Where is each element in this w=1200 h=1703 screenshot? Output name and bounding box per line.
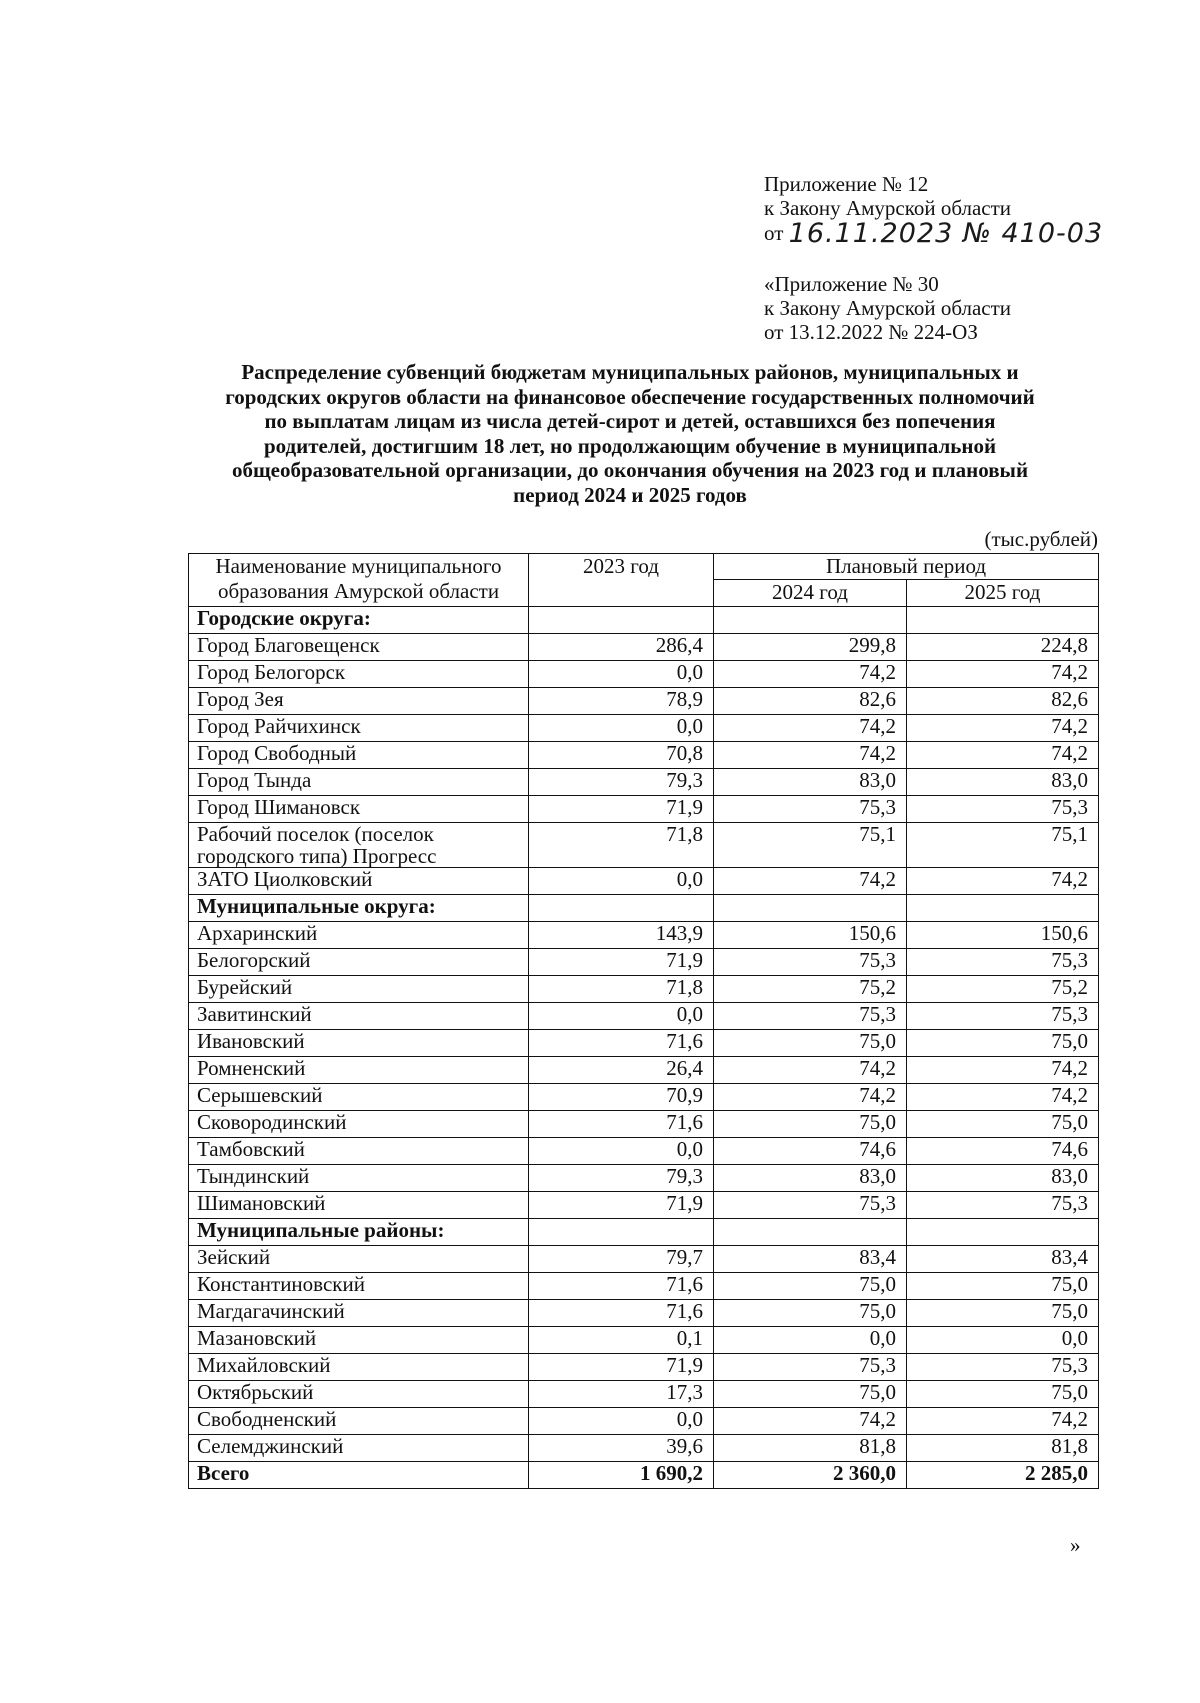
value-2025: 75,0 — [907, 1381, 1099, 1408]
table-row — [189, 1165, 1099, 1192]
header-2025: 2025 год — [907, 580, 1099, 607]
total-label: Всего — [189, 1462, 529, 1489]
value-2025: 74,2 — [907, 742, 1099, 769]
value-2025: 82,6 — [907, 688, 1099, 715]
title-line: общеобразовательной организации, до окончания обучения на 2023 год и плановый — [231, 458, 1029, 482]
value-2024: 74,2 — [714, 742, 907, 769]
total-row — [189, 1462, 1099, 1489]
section-row — [189, 607, 1099, 634]
municipality-name: Шимановский — [189, 1192, 529, 1219]
value-2024: 74,2 — [714, 1057, 907, 1084]
value-2024: 0,0 — [714, 1327, 907, 1354]
closing-quote: » — [1070, 1533, 1081, 1557]
value-2025: 75,3 — [907, 1003, 1099, 1030]
municipality-name: Ивановский — [189, 1030, 529, 1057]
value-2025: 75,1 — [907, 823, 1099, 868]
title-line: по выплатам лицам из числа детей-сирот и детей, оставшихся без попечения — [264, 409, 996, 433]
value-2024: 82,6 — [714, 688, 907, 715]
value-2024: 74,2 — [714, 1408, 907, 1435]
previous-appendix-header — [764, 272, 1011, 344]
table-row — [189, 1273, 1099, 1300]
table-row — [189, 1354, 1099, 1381]
municipality-name: ЗАТО Циолковский — [189, 868, 529, 895]
municipality-name: Серышевский — [189, 1084, 529, 1111]
value-2025: 74,2 — [907, 661, 1099, 688]
empty-cell — [714, 607, 907, 634]
appendix-date — [764, 218, 1104, 249]
value-2023: 71,6 — [529, 1030, 714, 1057]
municipality-name: Селемджинский — [189, 1435, 529, 1462]
value-2024: 74,2 — [714, 1084, 907, 1111]
value-2023: 71,9 — [529, 796, 714, 823]
municipality-name: Завитинский — [189, 1003, 529, 1030]
municipality-name: Сковородинский — [189, 1111, 529, 1138]
value-2023: 39,6 — [529, 1435, 714, 1462]
municipality-name: Тамбовский — [189, 1138, 529, 1165]
value-2023: 17,3 — [529, 1381, 714, 1408]
value-2024: 75,3 — [714, 796, 907, 823]
previous-appendix-number: «Приложение № 30 — [764, 272, 939, 296]
value-2023: 78,9 — [529, 688, 714, 715]
table-row — [189, 868, 1099, 895]
table-row — [189, 634, 1099, 661]
value-2025: 150,6 — [907, 922, 1099, 949]
table-row — [189, 1138, 1099, 1165]
value-2024: 83,0 — [714, 1165, 907, 1192]
municipality-name: Октябрьский — [189, 1381, 529, 1408]
value-2023: 71,9 — [529, 949, 714, 976]
municipality-name: Белогорский — [189, 949, 529, 976]
appendix-law: к Закону Амурской области — [764, 196, 1012, 220]
table-row — [189, 769, 1099, 796]
empty-cell — [907, 607, 1099, 634]
table-row — [189, 922, 1099, 949]
value-2024: 81,8 — [714, 1435, 907, 1462]
previous-appendix-date: от 13.12.2022 № 224-ОЗ — [764, 320, 978, 344]
value-2023: 26,4 — [529, 1057, 714, 1084]
municipality-name: Город Райчихинск — [189, 715, 529, 742]
value-2023: 71,8 — [529, 823, 714, 868]
value-2024: 75,0 — [714, 1273, 907, 1300]
municipality-name: Город Тында — [189, 769, 529, 796]
table-row — [189, 1192, 1099, 1219]
title-line: городских округов области на финансовое обеспечение государственных полномочий — [225, 384, 1035, 409]
empty-cell — [529, 607, 714, 634]
municipality-name: Михайловский — [189, 1354, 529, 1381]
value-2024: 150,6 — [714, 922, 907, 949]
table-row — [189, 1381, 1099, 1408]
value-2024: 299,8 — [714, 634, 907, 661]
subsidy-table — [188, 553, 1099, 1489]
value-2023: 0,0 — [529, 1408, 714, 1435]
value-2023: 143,9 — [529, 922, 714, 949]
value-2025: 75,2 — [907, 976, 1099, 1003]
value-2025: 81,8 — [907, 1435, 1099, 1462]
value-2023: 71,8 — [529, 976, 714, 1003]
municipality-name: Свободненский — [189, 1408, 529, 1435]
municipality-name: Бурейский — [189, 976, 529, 1003]
value-2025: 74,2 — [907, 715, 1099, 742]
value-2025: 75,0 — [907, 1111, 1099, 1138]
total-2023: 1 690,2 — [529, 1462, 714, 1489]
value-2024: 74,2 — [714, 868, 907, 895]
value-2023: 71,6 — [529, 1300, 714, 1327]
value-2023: 79,3 — [529, 1165, 714, 1192]
value-2024: 74,6 — [714, 1138, 907, 1165]
table-body — [189, 554, 1099, 1489]
value-2025: 75,0 — [907, 1273, 1099, 1300]
value-2025: 74,2 — [907, 1084, 1099, 1111]
table-row — [189, 1408, 1099, 1435]
value-2023: 71,6 — [529, 1273, 714, 1300]
value-2024: 75,3 — [714, 949, 907, 976]
value-2025: 83,0 — [907, 769, 1099, 796]
table-row — [189, 742, 1099, 769]
empty-cell — [907, 1219, 1099, 1246]
value-2025: 75,0 — [907, 1030, 1099, 1057]
value-2024: 75,0 — [714, 1030, 907, 1057]
value-2025: 224,8 — [907, 634, 1099, 661]
empty-cell — [714, 895, 907, 922]
value-2025: 75,3 — [907, 1354, 1099, 1381]
value-2024: 83,4 — [714, 1246, 907, 1273]
value-2024: 75,0 — [714, 1381, 907, 1408]
value-2024: 75,0 — [714, 1300, 907, 1327]
value-2023: 71,9 — [529, 1354, 714, 1381]
value-2024: 74,2 — [714, 661, 907, 688]
total-2025: 2 285,0 — [907, 1462, 1099, 1489]
value-2023: 286,4 — [529, 634, 714, 661]
value-2024: 75,2 — [714, 976, 907, 1003]
value-2023: 0,0 — [529, 661, 714, 688]
municipality-name: Город Шимановск — [189, 796, 529, 823]
municipality-name: Город Белогорск — [189, 661, 529, 688]
value-2025: 83,4 — [907, 1246, 1099, 1273]
value-2025: 75,3 — [907, 1192, 1099, 1219]
value-2023: 70,8 — [529, 742, 714, 769]
appendix-header — [764, 172, 1104, 249]
municipality-name: Рабочий поселок (поселок городского типа) Прогресс — [189, 823, 529, 868]
section-title: Муниципальные округа: — [189, 895, 529, 922]
header-2024: 2024 год — [714, 580, 907, 607]
empty-cell — [714, 1219, 907, 1246]
value-2025: 83,0 — [907, 1165, 1099, 1192]
title-line: Распределение субвенций бюджетам муниципальных районов, муниципальных и — [241, 360, 1019, 384]
value-2025: 75,3 — [907, 796, 1099, 823]
value-2024: 75,0 — [714, 1111, 907, 1138]
municipality-name: Ромненский — [189, 1057, 529, 1084]
table-row — [189, 1327, 1099, 1354]
appendix-date-prefix: от — [764, 221, 784, 245]
table-row — [189, 688, 1099, 715]
value-2023: 0,1 — [529, 1327, 714, 1354]
title-line: период 2024 и 2025 годов — [513, 482, 747, 507]
value-2025: 74,2 — [907, 1408, 1099, 1435]
value-2025: 0,0 — [907, 1327, 1099, 1354]
value-2024: 75,3 — [714, 1003, 907, 1030]
municipality-name: Мазановский — [189, 1327, 529, 1354]
table-row — [189, 1435, 1099, 1462]
value-2025: 74,2 — [907, 1057, 1099, 1084]
handwritten-date-number: 16.11.2023 № 410-03 — [788, 218, 1104, 249]
value-2023: 71,9 — [529, 1192, 714, 1219]
value-2025: 75,0 — [907, 1300, 1099, 1327]
table-row — [189, 1300, 1099, 1327]
municipality-name: Город Зея — [189, 688, 529, 715]
previous-appendix-law: к Закону Амурской области — [764, 296, 1012, 320]
table-row — [189, 1084, 1099, 1111]
table-row — [189, 949, 1099, 976]
value-2024: 83,0 — [714, 769, 907, 796]
table-row — [189, 715, 1099, 742]
value-2023: 0,0 — [529, 868, 714, 895]
section-row — [189, 1219, 1099, 1246]
table-row — [189, 1057, 1099, 1084]
value-2024: 74,2 — [714, 715, 907, 742]
value-2025: 74,6 — [907, 1138, 1099, 1165]
empty-cell — [907, 895, 1099, 922]
value-2023: 71,6 — [529, 1111, 714, 1138]
municipality-name: Архаринский — [189, 922, 529, 949]
value-2025: 75,3 — [907, 949, 1099, 976]
municipality-name: Тындинский — [189, 1165, 529, 1192]
title-line: родителей, достигшим 18 лет, но продолжающим обучение в муниципальной — [263, 433, 997, 458]
value-2025: 74,2 — [907, 868, 1099, 895]
total-2024: 2 360,0 — [714, 1462, 907, 1489]
value-2024: 75,3 — [714, 1354, 907, 1381]
section-title: Городские округа: — [189, 607, 529, 634]
table-row — [189, 1246, 1099, 1273]
document-title — [160, 360, 1100, 507]
municipality-name: Город Благовещенск — [189, 634, 529, 661]
empty-cell — [529, 1219, 714, 1246]
table-row — [189, 1111, 1099, 1138]
section-row — [189, 895, 1099, 922]
table-row — [189, 661, 1099, 688]
value-2023: 79,3 — [529, 769, 714, 796]
value-2024: 75,3 — [714, 1192, 907, 1219]
appendix-number: Приложение № 12 — [764, 172, 929, 196]
header-2023: 2023 год — [529, 554, 714, 607]
municipality-name: Зейский — [189, 1246, 529, 1273]
municipality-name: Город Свободный — [189, 742, 529, 769]
municipality-name: Магдагачинский — [189, 1300, 529, 1327]
section-title: Муниципальные районы: — [189, 1219, 529, 1246]
units-label: (тыс.рублей) — [984, 527, 1098, 551]
value-2023: 0,0 — [529, 1003, 714, 1030]
table-header-row — [189, 554, 1099, 580]
header-name: Наименование муниципального образования Амурской области — [189, 554, 529, 607]
table-row — [189, 976, 1099, 1003]
table-row — [189, 1030, 1099, 1057]
table-row — [189, 823, 1099, 868]
value-2023: 0,0 — [529, 715, 714, 742]
header-planned-period: Плановый период — [714, 554, 1099, 580]
value-2023: 70,9 — [529, 1084, 714, 1111]
value-2023: 0,0 — [529, 1138, 714, 1165]
municipality-name: Константиновский — [189, 1273, 529, 1300]
empty-cell — [529, 895, 714, 922]
value-2024: 75,1 — [714, 823, 907, 868]
table-row — [189, 796, 1099, 823]
value-2023: 79,7 — [529, 1246, 714, 1273]
table-row — [189, 1003, 1099, 1030]
